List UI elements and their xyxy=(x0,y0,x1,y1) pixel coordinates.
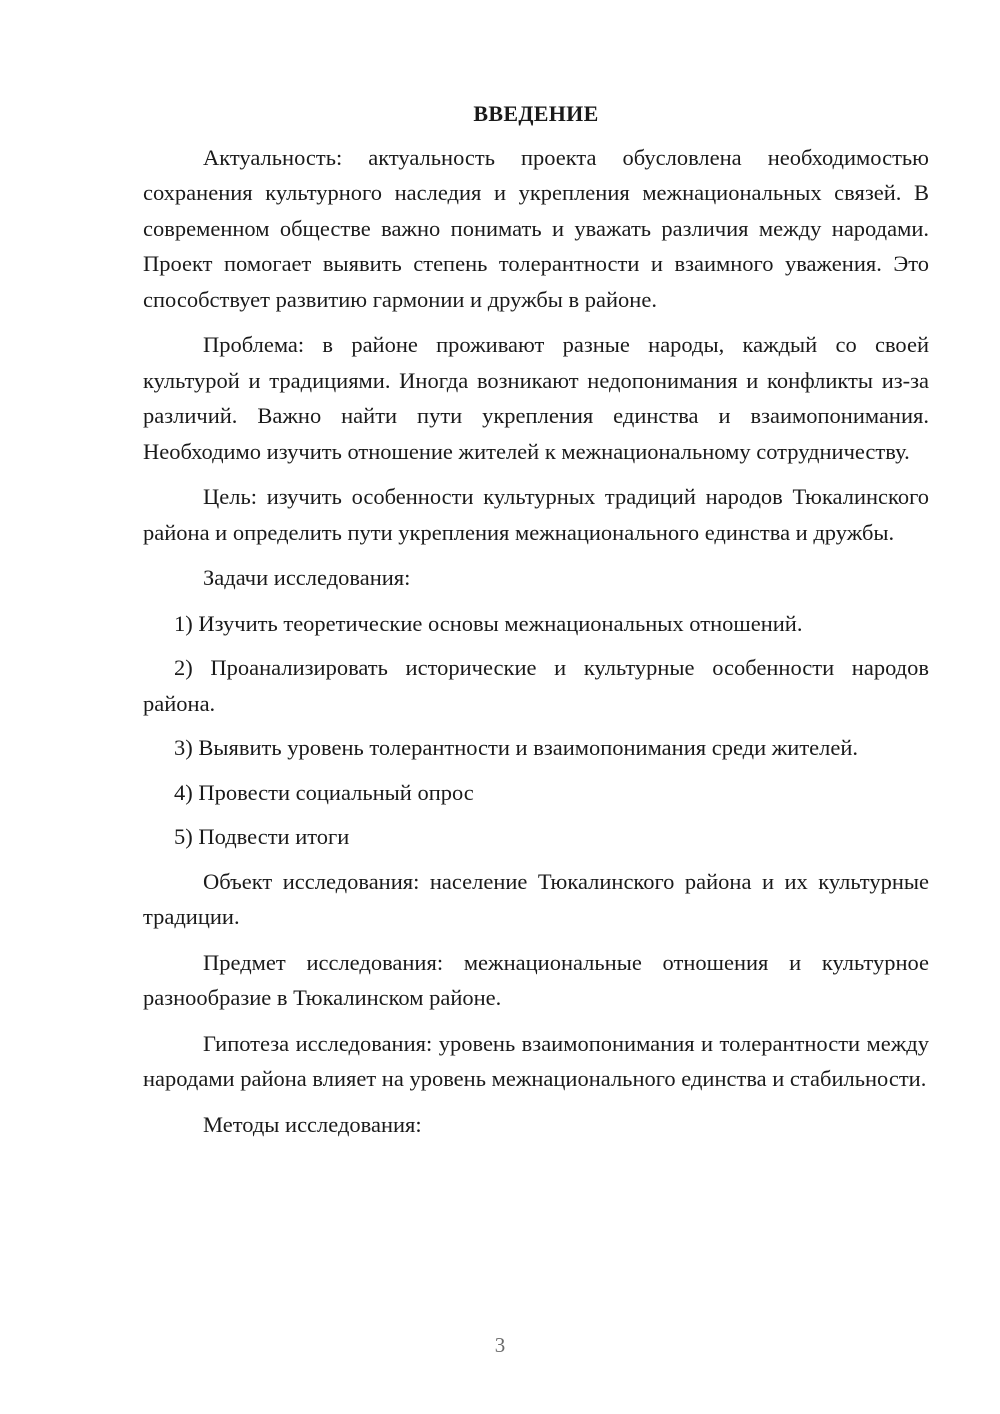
hypothesis-paragraph: Гипотеза исследования: уровень взаимопонимания и толерантности между народами района влияет на уровень межнационального единства и стабильности. xyxy=(143,1030,929,1091)
object-paragraph: Объект исследования: население Тюкалинского района и их культурные традиции. xyxy=(143,868,929,929)
task-item: 5) Подвести итоги xyxy=(174,824,350,849)
methods-title: Методы исследования: xyxy=(203,1111,422,1137)
subject-paragraph: Предмет исследования: межнациональные отношения и культурное разнообразие в Тюкалинском районе. xyxy=(143,949,929,1010)
document-page xyxy=(143,96,929,1152)
task-item: 1) Изучить теоретические основы межнациональных отношений. xyxy=(174,610,803,636)
task-item: 2) Проанализировать исторические и культурные особенности народов района. xyxy=(143,655,929,716)
section-heading: ВВЕДЕНИЕ xyxy=(473,101,599,126)
tasks-list xyxy=(143,606,929,855)
goal-paragraph: Цель: изучить особенности культурных традиций народов Тюкалинского района и определить пути укрепления межнационального единства и дружбы. xyxy=(143,484,929,545)
relevance-paragraph: Актуальность: актуальность проекта обусловлена необходимостью сохранения культурного наследия и укрепления межнациональных связей. В современном обществе важно понимать и уважать различия между народами. Проект помогает выявить степень толерантности и взаимного уважения. Это способствует развитию гармонии и дружбы в районе. xyxy=(143,144,929,312)
task-item: 4) Провести социальный опрос xyxy=(174,779,474,805)
page-number: 3 xyxy=(494,1333,506,1357)
tasks-title: Задачи исследования: xyxy=(203,565,411,590)
problem-paragraph: Проблема: в районе проживают разные народы, каждый со своей культурой и традициями. Иногда возникают недопонимания и конфликты из-за различий. Важно найти пути укрепления единства и взаимопонимания. Необходимо изучить отношение жителей к межнациональному сотрудничеству. xyxy=(143,332,929,464)
task-item: 3) Выявить уровень толерантности и взаимопонимания среди жителей. xyxy=(174,735,859,760)
